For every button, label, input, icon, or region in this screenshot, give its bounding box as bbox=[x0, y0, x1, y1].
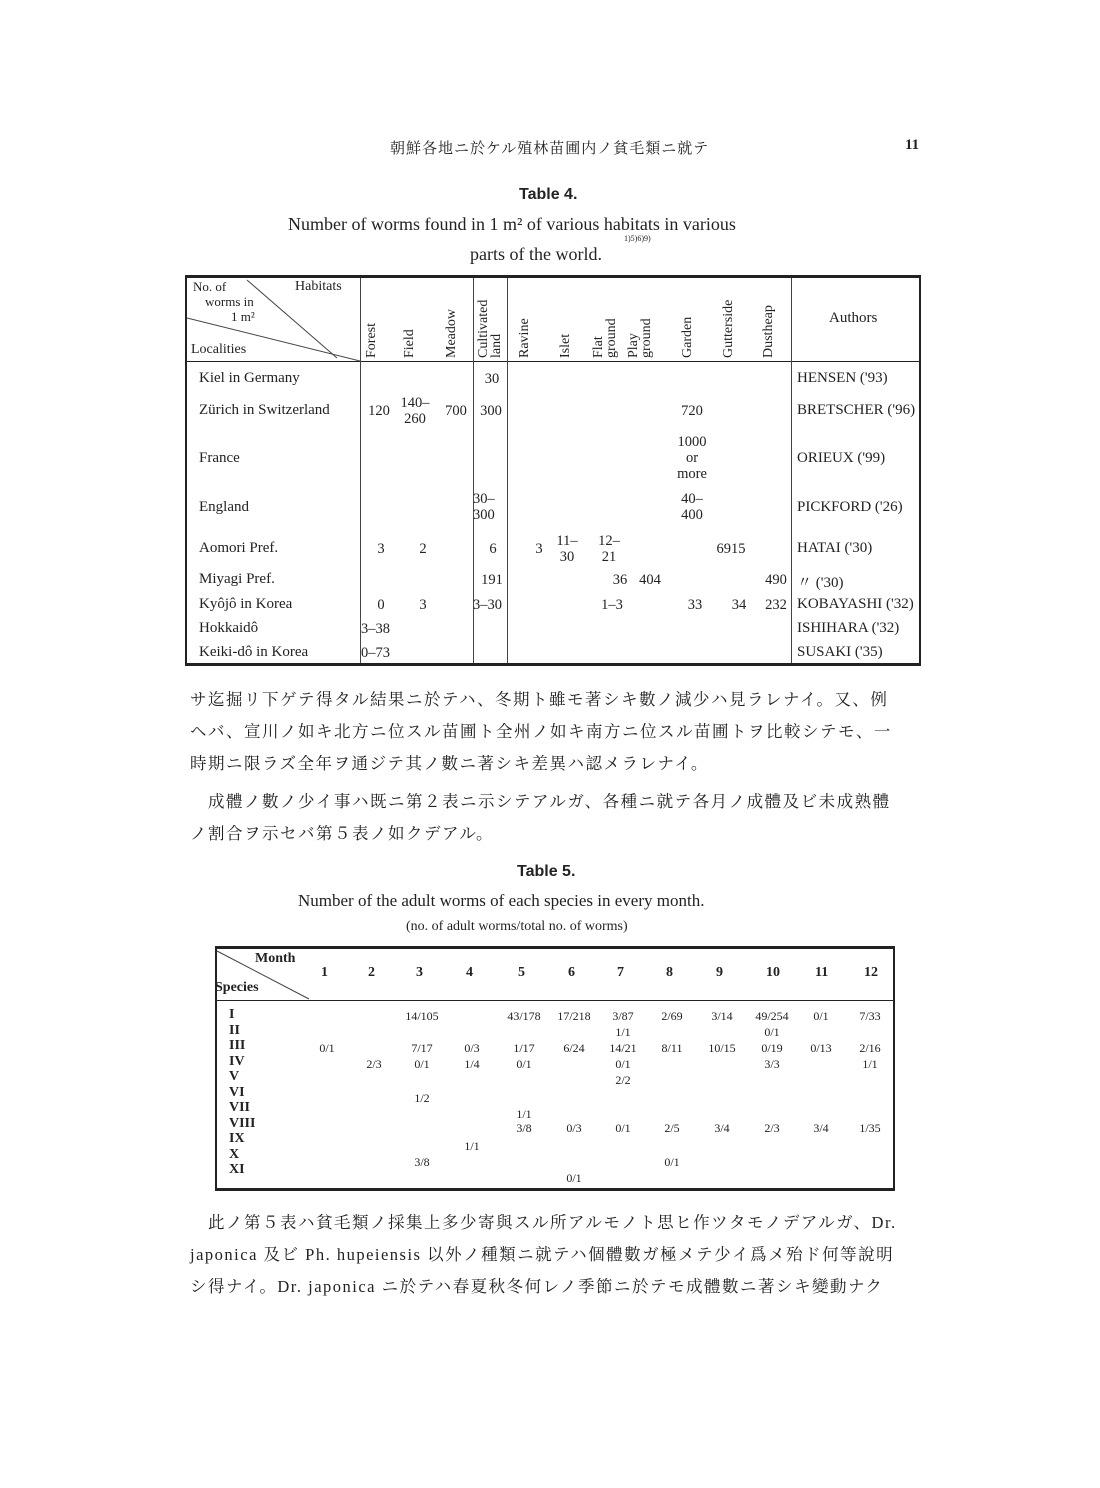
corner-habitats: Habitats bbox=[295, 279, 342, 294]
fraction-cell: 0/1 bbox=[615, 1121, 631, 1135]
table5-subcaption: (no. of adult worms/total no. of worms) bbox=[406, 919, 628, 934]
value-cell: 490 bbox=[765, 572, 787, 588]
authors-header: Authors bbox=[829, 310, 878, 326]
habitat-ravine: Ravine bbox=[517, 318, 532, 358]
value-cell: 30– 300 bbox=[473, 491, 495, 523]
value-cell: 3–38 bbox=[361, 621, 390, 637]
value-cell: 11– 30 bbox=[556, 533, 578, 565]
habitat-cultivated-land: Cultivated land bbox=[476, 299, 504, 358]
fraction-cell: 14/105 bbox=[405, 1009, 439, 1023]
text-line: 時期ニ限ラズ全年ヲ通ジテ其ノ數ニ著シキ差異ハ認メラレナイ。 bbox=[190, 754, 709, 773]
corner-species: Species bbox=[215, 980, 259, 995]
month-header: 3 bbox=[416, 965, 423, 980]
fraction-cell: 0/3 bbox=[566, 1121, 582, 1135]
locality-row: France bbox=[199, 450, 240, 466]
fraction-cell: 2/3 bbox=[366, 1057, 382, 1071]
locality-row: Kiel in Germany bbox=[199, 370, 300, 386]
locality-row: Hokkaidô bbox=[199, 620, 259, 636]
corner-1m2: 1 m² bbox=[231, 309, 255, 324]
value-cell: 0 bbox=[377, 597, 385, 613]
fraction-cell: 3/14 bbox=[711, 1009, 733, 1023]
fraction-cell: 2/3 bbox=[764, 1121, 780, 1135]
corner-localities: Localities bbox=[191, 342, 247, 357]
species-label: IX bbox=[229, 1131, 245, 1146]
author-cell: KOBAYASHI ('32) bbox=[797, 596, 914, 612]
table4-caption: Number of worms found in 1 m² of various habitats in various bbox=[288, 214, 736, 234]
author-cell: BRETSCHER ('96) bbox=[797, 402, 916, 418]
paragraph-3 bbox=[190, 1207, 925, 1303]
fraction-cell: 2/69 bbox=[661, 1009, 683, 1023]
habitat-field: Field bbox=[402, 329, 417, 358]
fraction-cell: 3/87 bbox=[612, 1009, 634, 1023]
species-label: VIII bbox=[229, 1115, 256, 1131]
fraction-cell: 7/17 bbox=[411, 1041, 433, 1055]
fraction-cell: 3/8 bbox=[516, 1121, 532, 1135]
habitat-forest: Forest bbox=[364, 323, 379, 358]
fraction-cell: 3/4 bbox=[813, 1121, 829, 1135]
habitat-garden: Garden bbox=[680, 316, 695, 358]
fraction-cell: 1/1 bbox=[464, 1139, 480, 1153]
page-number: 11 bbox=[905, 137, 920, 153]
locality-row: Miyagi Pref. bbox=[199, 571, 275, 587]
table4-label: Table 4. bbox=[519, 186, 578, 203]
text-line: 此ノ第５表ハ貧毛類ノ採集上多少寄與スル所アルモノト思ヒ作ツタモノデアルガ、Dr. bbox=[208, 1213, 897, 1232]
fraction-cell: 14/21 bbox=[609, 1041, 637, 1055]
fraction-cell: 0/13 bbox=[810, 1041, 832, 1055]
species-label: VI bbox=[229, 1084, 245, 1100]
fraction-cell: 3/8 bbox=[414, 1155, 430, 1169]
fraction-cell: 2/2 bbox=[615, 1073, 631, 1087]
value-cell: 3 bbox=[535, 541, 543, 557]
value-cell: 3 bbox=[377, 541, 385, 557]
fraction-cell: 10/15 bbox=[708, 1041, 736, 1055]
table4 bbox=[185, 275, 921, 666]
month-header: 4 bbox=[466, 965, 473, 980]
paragraph-1 bbox=[190, 684, 925, 780]
paragraph-2 bbox=[190, 786, 925, 850]
fraction-cell: 43/178 bbox=[507, 1009, 541, 1023]
table5 bbox=[215, 946, 895, 1191]
running-title: 朝鮮各地ニ於ケル殖林苗圃内ノ貧毛類ニ就テ bbox=[390, 141, 710, 157]
month-header: 8 bbox=[666, 965, 673, 980]
fraction-cell: 0/1 bbox=[813, 1009, 829, 1023]
value-cell: 12– 21 bbox=[598, 533, 620, 565]
text-line: ヘバ、宣川ノ如キ北方ニ位スル苗圃ト全州ノ如キ南方ニ位スル苗圃トヲ比較シテモ、一 bbox=[190, 722, 892, 741]
species-label: II bbox=[229, 1022, 240, 1038]
fraction-cell: 0/1 bbox=[764, 1025, 780, 1039]
fraction-cell: 0/1 bbox=[566, 1171, 582, 1185]
fraction-cell: 49/254 bbox=[755, 1009, 789, 1023]
author-cell: HENSEN ('93) bbox=[797, 370, 888, 386]
month-header: 12 bbox=[864, 965, 878, 980]
habitat-play-ground: Play ground bbox=[626, 318, 654, 358]
text-line: ノ割合ヲ示セバ第５表ノ如クデアル。 bbox=[190, 824, 495, 843]
author-cell: PICKFORD ('26) bbox=[797, 499, 903, 515]
month-header: 5 bbox=[518, 965, 525, 980]
habitat-dustheap: Dustheap bbox=[761, 305, 776, 358]
value-cell: 1–3 bbox=[601, 597, 623, 613]
month-header: 9 bbox=[716, 965, 723, 980]
value-cell: 404 bbox=[639, 572, 661, 588]
value-cell: 1000 or more bbox=[677, 434, 707, 482]
value-cell: 34 bbox=[731, 597, 747, 613]
value-cell: 0–73 bbox=[361, 645, 390, 661]
author-cell: ORIEUX ('99) bbox=[797, 450, 886, 466]
corner-worms-in: worms in bbox=[205, 294, 254, 309]
fraction-cell: 2/16 bbox=[859, 1041, 881, 1055]
value-cell: 3 bbox=[419, 597, 427, 613]
table4-caption-refs: 1)5)6)9) bbox=[624, 234, 651, 243]
value-cell: 300 bbox=[480, 403, 502, 419]
locality-row: England bbox=[199, 499, 249, 515]
fraction-cell: 1/1 bbox=[516, 1107, 532, 1121]
value-cell: 232 bbox=[765, 597, 787, 613]
fraction-cell: 17/218 bbox=[557, 1009, 591, 1023]
fraction-cell: 1/4 bbox=[464, 1057, 480, 1071]
text-line: シ得ナイ。Dr. japonica ニ於テハ春夏秋冬何レノ季節ニ於テモ成體數ニ著シキ變動ナク bbox=[190, 1277, 884, 1296]
species-label: X bbox=[229, 1146, 240, 1162]
locality-row: Aomori Pref. bbox=[199, 540, 279, 556]
habitat-gutterside: Gutterside bbox=[721, 299, 736, 358]
fraction-cell: 0/3 bbox=[464, 1041, 480, 1055]
fraction-cell: 1/1 bbox=[615, 1025, 631, 1039]
table5-caption: Number of the adult worms of each species in every month. bbox=[298, 891, 705, 910]
value-cell: 700 bbox=[445, 403, 467, 419]
fraction-cell: 0/1 bbox=[664, 1155, 680, 1169]
text-line: japonica 及ビ Ph. hupeiensis 以外ノ種類ニ就テハ個體數ガ極メテ少イ爲メ殆ド何等說明 bbox=[190, 1245, 895, 1264]
fraction-cell: 0/1 bbox=[615, 1057, 631, 1071]
corner-no-of: No. of bbox=[193, 279, 227, 294]
locality-row: Kyôjô in Korea bbox=[199, 596, 293, 612]
fraction-cell: 1/1 bbox=[862, 1057, 878, 1071]
value-cell: 40– 400 bbox=[681, 491, 703, 523]
value-cell: 2 bbox=[419, 541, 427, 557]
value-cell: 6 bbox=[489, 541, 497, 557]
value-cell: 36 bbox=[612, 572, 628, 588]
habitat-flat-ground: Flat ground bbox=[591, 318, 619, 358]
month-header: 7 bbox=[617, 965, 624, 980]
fraction-cell: 2/5 bbox=[664, 1121, 680, 1135]
fraction-cell: 7/33 bbox=[859, 1009, 881, 1023]
corner-month: Month bbox=[255, 951, 296, 966]
species-label: I bbox=[229, 1007, 235, 1022]
fraction-cell: 1/17 bbox=[513, 1041, 535, 1055]
table5-label: Table 5. bbox=[517, 863, 576, 880]
author-cell: 〃 ('30) bbox=[797, 575, 844, 591]
author-cell: SUSAKI ('35) bbox=[797, 644, 883, 660]
locality-row: Zürich in Switzerland bbox=[199, 402, 330, 418]
species-label: III bbox=[229, 1038, 246, 1053]
habitat-islet: Islet bbox=[558, 333, 573, 358]
species-label: V bbox=[229, 1069, 240, 1084]
species-label: XI bbox=[229, 1162, 245, 1177]
text-line: サ迄掘リ下ゲテ得タル結果ニ於テハ、冬期ト雖モ著シキ數ノ減少ハ見ラレナイ。又、例 bbox=[190, 690, 889, 709]
value-cell: 720 bbox=[681, 403, 703, 419]
fraction-cell: 0/19 bbox=[761, 1041, 783, 1055]
value-cell: 30 bbox=[484, 371, 500, 387]
species-label: IV bbox=[229, 1053, 245, 1069]
author-cell: ISHIHARA ('32) bbox=[797, 620, 900, 636]
text-line: 成體ノ數ノ少イ事ハ既ニ第２表ニ示シテアルガ、各種ニ就テ各月ノ成體及ビ未成熟體 bbox=[208, 792, 891, 811]
month-header: 10 bbox=[766, 965, 780, 980]
value-cell: 191 bbox=[481, 572, 503, 588]
value-cell: 33 bbox=[687, 597, 703, 613]
month-header: 6 bbox=[568, 965, 575, 980]
fraction-cell: 3/3 bbox=[764, 1057, 780, 1071]
value-cell: 120 bbox=[368, 403, 390, 419]
fraction-cell: 0/1 bbox=[319, 1041, 335, 1055]
month-header: 1 bbox=[321, 965, 328, 980]
fraction-cell: 8/11 bbox=[661, 1041, 683, 1055]
fraction-cell: 1/35 bbox=[859, 1121, 881, 1135]
species-label: VII bbox=[229, 1100, 251, 1115]
habitat-meadow: Meadow bbox=[444, 309, 459, 358]
fraction-cell: 0/1 bbox=[516, 1057, 532, 1071]
value-cell: 6915 bbox=[716, 541, 746, 557]
fraction-cell: 6/24 bbox=[563, 1041, 585, 1055]
month-header: 2 bbox=[368, 965, 375, 980]
value-cell: 3–30 bbox=[473, 597, 502, 613]
fraction-cell: 1/2 bbox=[414, 1091, 430, 1105]
value-cell: 140– 260 bbox=[400, 395, 430, 427]
fraction-cell: 3/4 bbox=[714, 1121, 730, 1135]
locality-row: Keiki-dô in Korea bbox=[199, 644, 309, 660]
author-cell: HATAI ('30) bbox=[797, 540, 873, 556]
month-header: 11 bbox=[815, 965, 829, 980]
fraction-cell: 0/1 bbox=[414, 1057, 430, 1071]
table4-caption-line2: parts of the world. bbox=[470, 244, 602, 264]
